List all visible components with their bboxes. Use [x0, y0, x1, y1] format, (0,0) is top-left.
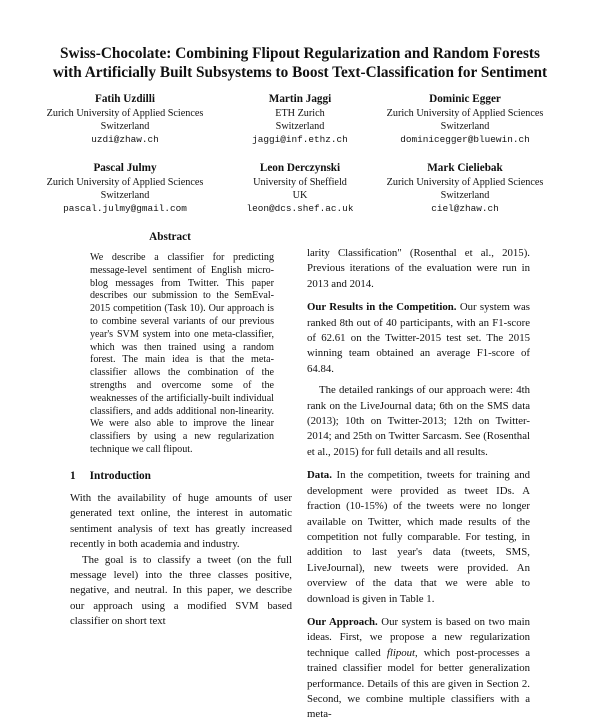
author-name: Mark Cieliebak [427, 162, 503, 174]
author-email: ciel@zhaw.ch [431, 203, 499, 214]
section-heading-introduction [70, 470, 151, 482]
author-name: Leon Derczynski [259, 162, 341, 174]
left-column-text [70, 491, 292, 630]
section-number: 1 [70, 470, 76, 482]
right-column-text [307, 246, 530, 723]
data-text: In the competition, tweets for training and development were provided as tweet IDs. A fraction (10-15%) of the tweets were no longer available on Twitter, which made results of the competition not fully comparable. For testing, in addition to last year's data (tweets, SMS, LiveJournal), new tweets were provided. An overview of the data that we were able to download is given in Table 1. [307, 469, 531, 605]
author-name: Martin Jaggi [268, 93, 332, 105]
author-affiliation: University of Sheffield [253, 177, 347, 188]
author-affiliation: Zurich University of Applied Sciences [46, 177, 204, 188]
author-block [367, 162, 563, 215]
author-country: Switzerland [100, 190, 150, 201]
intro-paragraph-1: With the availability of huge amounts of user generated text online, the interest in automatic sentiment analysis of text has greatly increased recently in both academia and industry. [70, 492, 292, 551]
author-block [367, 93, 563, 146]
author-name: Pascal Julmy [93, 162, 157, 174]
approach-heading: Our Approach. [307, 615, 378, 628]
author-email: pascal.julmy@gmail.com [63, 203, 187, 214]
author-affiliation: Zurich University of Applied Sciences [386, 108, 544, 119]
approach-text-a: Our system is based on two main ideas. First, we propose a new regularization technique called [307, 615, 530, 659]
author-block [27, 162, 223, 215]
author-country: Switzerland [440, 190, 490, 201]
author-country: Switzerland [275, 121, 325, 132]
author-email: leon@dcs.shef.ac.uk [246, 203, 354, 214]
paper-title [40, 44, 560, 82]
author-affiliation: ETH Zurich [275, 108, 325, 119]
data-heading: Data. [307, 469, 332, 482]
author-affiliation: Zurich University of Applied Sciences [386, 177, 544, 188]
abstract-heading: Abstract [149, 231, 191, 243]
author-country: UK [292, 190, 308, 201]
author-name: Fatih Uzdilli [95, 93, 155, 105]
author-country: Switzerland [100, 121, 150, 132]
author-country: Switzerland [440, 121, 490, 132]
abstract-text: We describe a classifier for predicting message-level sentiment of English micro-blog messages from Twitter. This paper describes our submission to the SemEval-2015 competition (Task 10). Our approach is to combine several variants of our previous year's SVM system into one meta-classifier, which was then trained using a random forest. The main idea is that the meta-classifier allows the combination of the strengths and overcome some of the weaknesses of the artificially-built individual classifiers, and adds additional non-linearity. We were also able to improve the linear classifiers by using a new regularization technique we call flipout. [90, 252, 274, 455]
author-affiliation: Zurich University of Applied Sciences [46, 108, 204, 119]
flipout-term: flipout [386, 646, 416, 659]
results-text: Our system was ranked 8th out of 40 participants, with an F1-score of 62.61 on the Twitter-2015 test set. The 2015 winning team obtained an average F1-score of 64.84. [307, 301, 530, 375]
approach-text-b: , which post-processes a trained classifier model for better generalization performance. Details of this are given in Section 2. Second, we combine multiple classifiers with a meta- [307, 646, 530, 721]
approach-paragraph [307, 615, 530, 723]
author-block [27, 93, 223, 146]
rankings-paragraph: The detailed rankings of our approach were: 4th rank on the LiveJournal data; 6th on the SMS data (2013); 10th on Twitter-2013; 12th on Twitter-2014; and 25th on Twitter Sarcasm. See (Rosenthal et al., 2015) for full details and all results. [307, 384, 530, 458]
section-title: Introduction [89, 470, 151, 482]
data-paragraph [307, 468, 530, 607]
carryover-paragraph: larity Classification" (Rosenthal et al., 2015). Previous iterations of the evaluation were run in 2013 and 2014. [307, 247, 530, 290]
intro-paragraph-2: The goal is to classify a tweet (on the full message level) into the three classes positive, negative, and neutral. In this paper, we describe our approach using a modified SVM based classifier on short text [70, 553, 292, 628]
author-email: uzdi@zhaw.ch [91, 134, 159, 145]
author-name: Dominic Egger [429, 93, 501, 105]
author-email: jaggi@inf.ethz.ch [252, 134, 348, 145]
results-heading: Our Results in the Competition. [307, 301, 457, 314]
title-line-2: with Artificially Built Subsystems to Boost Text-Classification for Sentiment [52, 64, 548, 81]
title-line-1: Swiss-Chocolate: Combining Flipout Regularization and Random Forests [60, 45, 540, 62]
author-email: dominicegger@bluewin.ch [400, 134, 530, 145]
results-paragraph [307, 300, 530, 377]
